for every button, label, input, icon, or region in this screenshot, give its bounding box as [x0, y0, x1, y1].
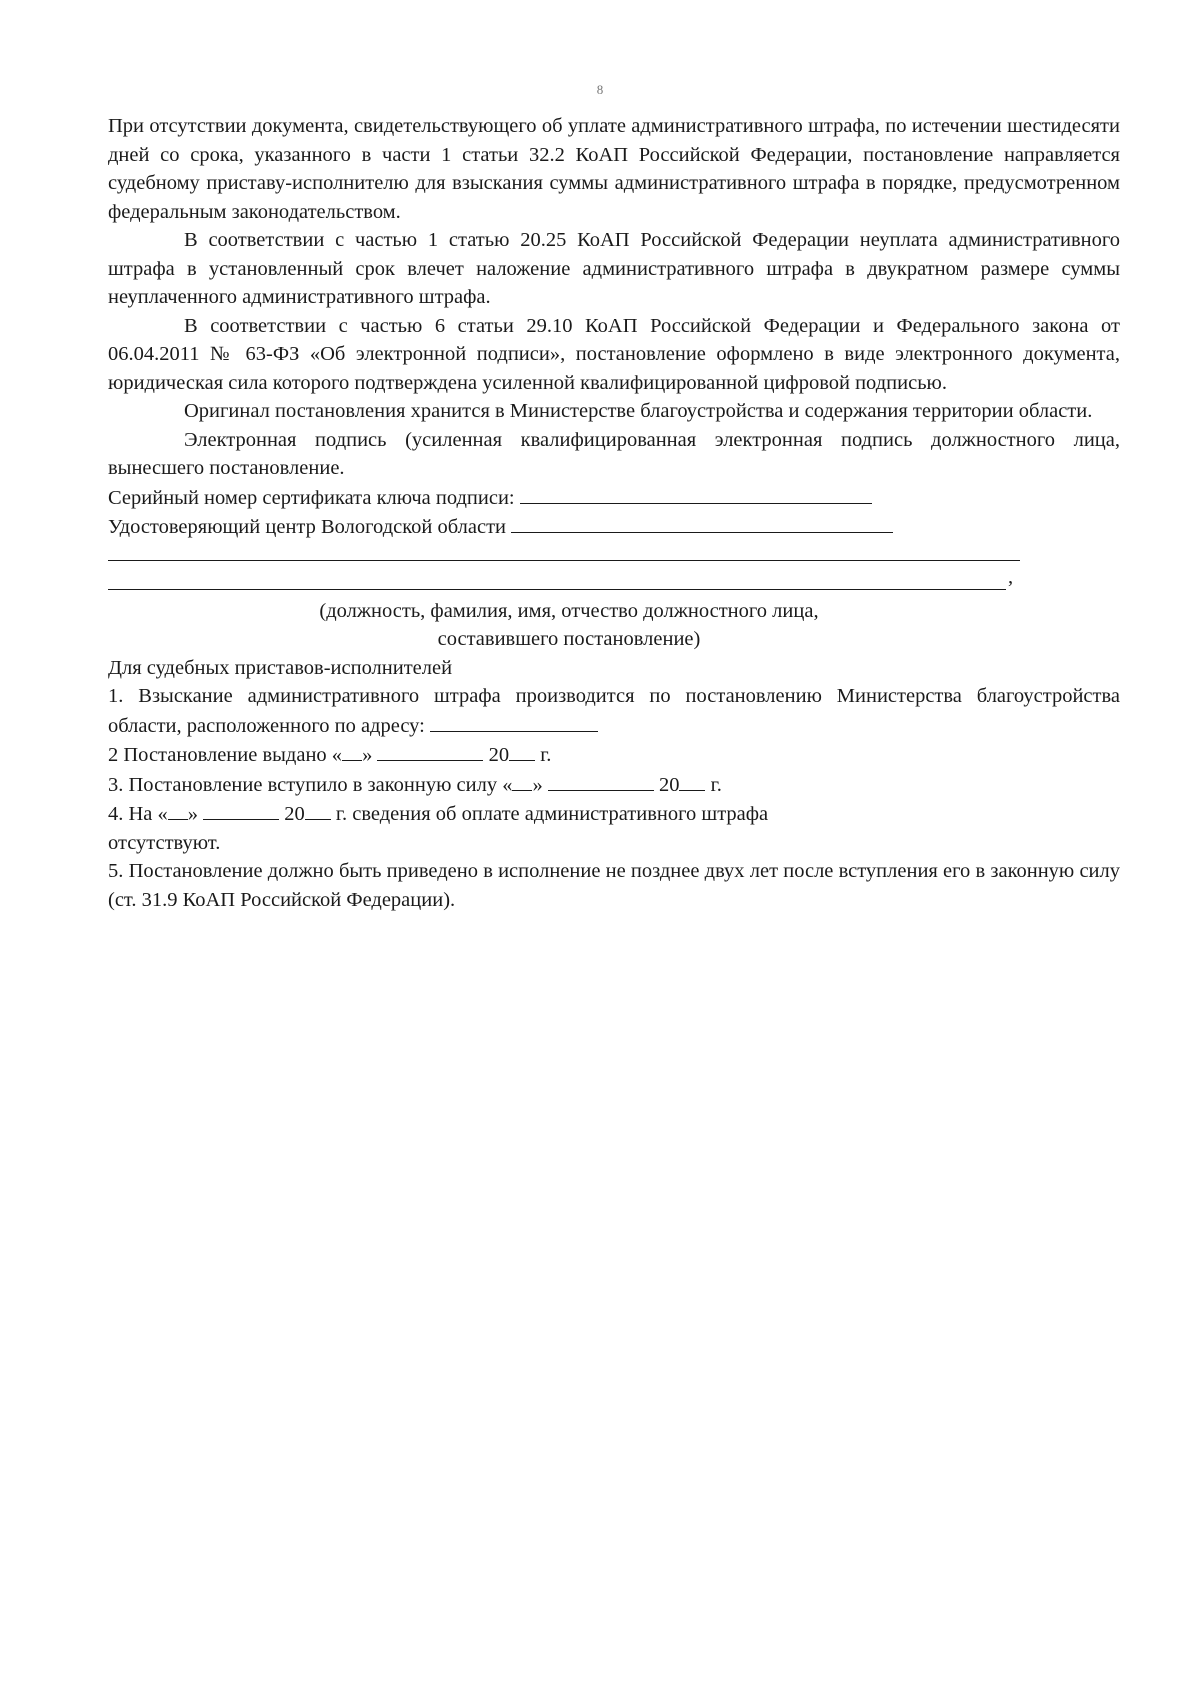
serial-number-field[interactable]: [520, 483, 872, 504]
serial-number-row: [108, 483, 1120, 513]
bailiffs-item-3: [108, 770, 1120, 800]
item-3-text-a: 3. Постановление вступило в законную силу «: [108, 773, 513, 796]
issue-day-field[interactable]: [342, 740, 362, 761]
item-2-text-d: г.: [540, 744, 552, 766]
address-field[interactable]: [430, 711, 598, 732]
item-4-text-b: »: [187, 803, 199, 825]
signature-line-comma: ,: [1008, 565, 1014, 588]
serial-number-label: Серийный номер сертификата ключа подписи:: [108, 486, 515, 509]
signature-line-1[interactable]: [108, 542, 1020, 561]
paragraph-electronic-signature: Электронная подпись (усиленная квалифицированная электронная подпись должностного лица, вынесшего постановление.: [108, 428, 1120, 479]
item-3-text-c: 20: [658, 773, 680, 796]
item-3-text-b: »: [532, 773, 543, 796]
page-number: 8: [596, 82, 604, 97]
item-2-text-a: 2 Постановление выдано «: [108, 744, 343, 766]
signature-line-2-row: [108, 565, 1020, 589]
issue-year-field[interactable]: [509, 740, 535, 761]
item-4-text-d: г. сведения об оплате административного штрафа: [335, 803, 769, 825]
paragraph-unpaid-fine: При отсутствии документа, свидетельствующего об уплате административного штрафа, по истечении шестидесяти дней со срока, указанного в части 1 статьи 32.2 КоАП Российской Федерации, постановление направляется судебному приставу-исполнителю для взыскания суммы административного штрафа в порядке, предусмотренном федеральным законодательством.: [108, 115, 1120, 223]
bailiffs-item-1-text: 1. Взыскание административного штрафа производится по постановлению Министерства благоустройства области, расположенного по адресу:: [108, 685, 1120, 737]
item-2-text-b: »: [362, 744, 373, 766]
bailiffs-heading: Для судебных приставов-исполнителей: [108, 656, 453, 679]
document-body: [108, 112, 1120, 914]
effective-year-field[interactable]: [679, 770, 705, 791]
bailiffs-item-5: 5. Постановление должно быть приведено в исполнение не позднее двух лет после вступления его в законную силу (ст. 31.9 КоАП Российской Федерации).: [108, 860, 1120, 911]
effective-day-field[interactable]: [512, 770, 532, 791]
bailiffs-item-2: [108, 740, 1120, 770]
bailiffs-item-4-continuation: отсутствуют.: [108, 831, 221, 854]
bailiffs-item-4: [108, 799, 1120, 829]
item-2-text-c: 20: [488, 744, 510, 766]
certification-center-row: [108, 512, 1120, 542]
item-4-text-c: 20: [284, 803, 305, 825]
issue-month-field[interactable]: [377, 740, 483, 761]
item-4-text-a: 4. На «: [108, 803, 168, 825]
signature-line-2[interactable]: [108, 571, 1006, 590]
paragraph-original-storage: Оригинал постановления хранится в Министерстве благоустройства и содержания территории области.: [184, 400, 1093, 422]
effective-month-field[interactable]: [548, 770, 654, 791]
payment-check-year-field[interactable]: [305, 799, 331, 820]
caption-line-2: составившего постановление): [437, 628, 701, 650]
paragraph-double-fine: В соответствии с частью 1 статью 20.25 КоАП Российской Федерации неуплата административного штрафа в установленный срок влечет наложение административного штрафа в двукратном размере суммы неуплаченного административного штрафа.: [108, 229, 1120, 308]
caption-line-1: (должность, фамилия, имя, отчество должностного лица,: [319, 599, 819, 622]
certification-center-field[interactable]: [511, 512, 893, 533]
bailiffs-item-1: [108, 682, 1120, 740]
payment-check-day-field[interactable]: [168, 799, 188, 820]
paragraph-electronic-signature-law: В соответствии с частью 6 статьи 29.10 КоАП Российской Федерации и Федерального закона от 06.04.2011 № 63-ФЗ «Об электронной подписи», постановление оформлено в виде электронного документа, юридическая сила которого подтверждена усиленной квалифицированной цифровой подписью.: [108, 314, 1120, 394]
payment-check-month-field[interactable]: [203, 799, 279, 820]
certification-center-label: Удостоверяющий центр Вологодской области: [108, 516, 507, 538]
item-3-text-d: г.: [710, 773, 722, 796]
